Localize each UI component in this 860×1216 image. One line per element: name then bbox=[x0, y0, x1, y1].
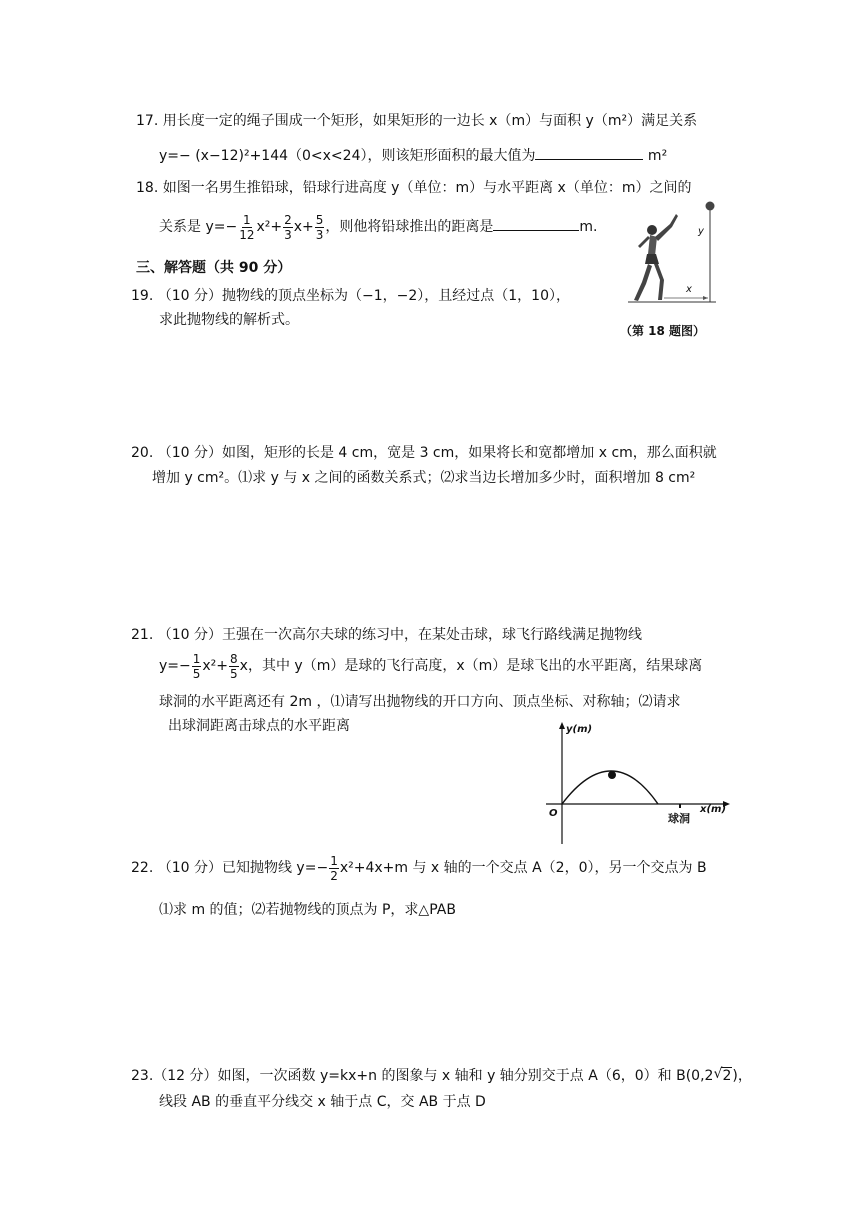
q21-text-post: x，其中 y（m）是球的飞行高度，x（m）是球飞出的水平距离，结果球离 bbox=[239, 658, 703, 674]
q18-text-mid1: x²+ bbox=[256, 219, 283, 235]
q17-line1: 17. 用长度一定的绳子围成一个矩形，如果矩形的一边长 x（m）与面积 y（m²）满足关系 bbox=[136, 113, 698, 129]
fraction-numerator: 1 bbox=[330, 853, 338, 868]
graph-x-label: x(m) bbox=[700, 804, 727, 815]
q20-line1: 20. （10 分）如图，矩形的长是 4 cm，宽是 3 cm，如果将长和宽都增加 x cm，那么面积就 bbox=[131, 445, 717, 461]
q18-fraction-2 bbox=[283, 213, 293, 242]
fraction-numerator: 1 bbox=[192, 651, 201, 666]
fraction-denominator: 2 bbox=[330, 868, 338, 883]
shot-put-x-label: x bbox=[686, 284, 692, 295]
q22-line2: ⑴求 m 的值；⑵若抛物线的顶点为 P，求△PAB bbox=[159, 902, 456, 918]
q18-text-post: ，则他将铅球推出的距离是 bbox=[325, 219, 494, 235]
fraction-numerator: 8 bbox=[230, 651, 238, 666]
q23-line1 bbox=[131, 1066, 752, 1086]
fraction-denominator: 3 bbox=[315, 227, 324, 242]
q21-text-pre: y=− bbox=[159, 658, 191, 674]
q18-fraction-3 bbox=[315, 213, 325, 242]
q18-unit: m. bbox=[579, 219, 598, 235]
section-3-heading: 三、解答题（共 90 分） bbox=[136, 260, 292, 276]
q21-text-mid: x²+ bbox=[202, 658, 229, 674]
q23-text-post: )， bbox=[732, 1068, 752, 1084]
q21-line3: 球洞的水平距离还有 2m ，⑴请写出抛物线的开口方向、顶点坐标、对称轴；⑵请求 bbox=[159, 694, 681, 710]
fraction-numerator: 2 bbox=[284, 212, 292, 227]
q23-sqrt bbox=[713, 1066, 732, 1086]
fraction-denominator: 5 bbox=[230, 666, 238, 681]
fraction-numerator: 5 bbox=[315, 212, 324, 227]
q21-line1: 21. （10 分）王强在一次高尔夫球的练习中，在某处击球，球飞行路线满足抛物线 bbox=[131, 627, 642, 643]
q18-text-pre: 关系是 y=− bbox=[159, 219, 238, 235]
q22-text-post: x²+4x+m 与 x 轴的一个交点 A（2，0），另一个交点为 B bbox=[339, 860, 707, 876]
q23-line2: 线段 AB 的垂直平分线交 x 轴于点 C，交 AB 于点 D bbox=[159, 1094, 486, 1110]
shot-put-figure bbox=[624, 196, 724, 310]
fraction-denominator: 3 bbox=[284, 227, 292, 242]
shot-put-y-label: y bbox=[698, 226, 704, 237]
graph-hole-label: 球洞 bbox=[668, 812, 690, 825]
q20-line2: 增加 y cm²。⑴求 y 与 x 之间的函数关系式；⑵求当边长增加多少时，面积增加 8 cm² bbox=[152, 470, 696, 486]
q22-text-pre: 22. （10 分）已知抛物线 y=− bbox=[131, 860, 329, 876]
q21-fraction-2 bbox=[229, 652, 239, 681]
fraction-denominator: 12 bbox=[239, 227, 255, 242]
sqrt-icon: √ bbox=[713, 1066, 723, 1082]
q21-line4: 出球洞距离击球点的水平距离 bbox=[168, 718, 350, 734]
golf-graph-svg bbox=[540, 720, 736, 848]
q21-fraction-1 bbox=[192, 652, 202, 681]
q17-unit: m² bbox=[643, 148, 668, 164]
q21-line2 bbox=[159, 650, 702, 682]
sqrt-value: 2 bbox=[722, 1068, 732, 1084]
q18-fraction-1 bbox=[238, 213, 255, 242]
fraction-numerator: 1 bbox=[243, 212, 251, 227]
q23-text-pre: 23.（12 分）如图，一次函数 y=kx+n 的图象与 x 轴和 y 轴分别交于点 A（6，0）和 B(0,2 bbox=[131, 1068, 714, 1084]
q22-line1 bbox=[131, 852, 707, 884]
q18-line2 bbox=[159, 211, 598, 243]
shot-put-illustration bbox=[624, 196, 724, 310]
fraction-denominator: 5 bbox=[192, 666, 201, 681]
q18-answer-blank bbox=[493, 216, 579, 231]
q17-answer-blank bbox=[535, 145, 643, 160]
q17-text: y=− (x−12)²+144（0<x<24），则该矩形面积的最大值为 bbox=[159, 148, 536, 164]
q22-fraction bbox=[329, 854, 339, 883]
q19-line2: 求此抛物线的解析式。 bbox=[159, 312, 299, 328]
figure-18-caption: （第 18 题图） bbox=[620, 324, 706, 338]
graph-origin-label: O bbox=[549, 808, 558, 819]
golf-trajectory-graph bbox=[540, 720, 736, 848]
q18-text-mid2: x+ bbox=[293, 219, 314, 235]
q17-line2 bbox=[159, 145, 667, 166]
graph-y-label: y(m) bbox=[566, 724, 593, 735]
q19-line1: 19. （10 分）抛物线的顶点坐标为（−1，−2），且经过点（1，10）， bbox=[131, 288, 570, 304]
q18-line1: 18. 如图一名男生推铅球，铅球行进高度 y（单位：m）与水平距离 x（单位：m）之间的 bbox=[136, 180, 692, 196]
